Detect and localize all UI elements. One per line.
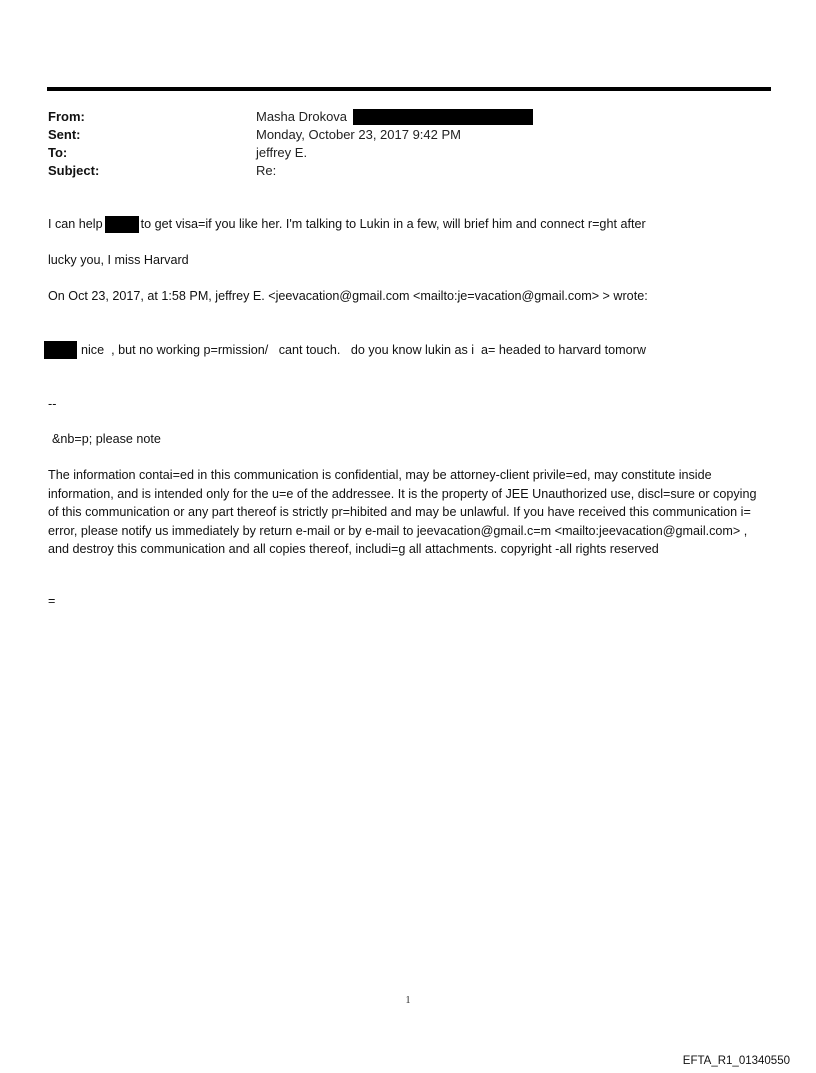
- redaction-bar: [353, 109, 533, 125]
- body-line-1-start: I can help: [48, 217, 103, 231]
- sent-row: [48, 126, 768, 144]
- to-value: jeffrey E.: [256, 145, 308, 160]
- disclaimer-text: The information contai=ed in this communication is confidential, may be attorney-client privile=ed, may constitute inside information, and is intended only for the u=e of the addressee. It is the property of JEE Unauthorized use, discl=sure or copying of this communication or any part thereof is strictly pr=hibited and may be unlawful. If you have received this communication i= error, please notify us immediately by return e-mail or by e-mail to jeevacation@gmail.c=m <mailto:jeevacation@gmail.com> , and destroy this communication and all copies thereof, includi=g all attachments. copyright -all rights reserved: [48, 468, 757, 556]
- quoted-attribution: On Oct 23, 2017, at 1:58 PM, jeffrey E. <jeevacation@gmail.com <mailto:je=vacation@gmail.com> > wrote:: [48, 289, 648, 303]
- redaction-bar: [44, 341, 77, 359]
- subject-row: [48, 162, 768, 180]
- header-rule: [47, 87, 771, 91]
- body-line-1-end: to get visa=if you like her. I'm talking to Lukin in a few, will brief him and connect r=ght after: [140, 217, 646, 231]
- sent-value: Monday, October 23, 2017 9:42 PM: [256, 127, 461, 142]
- sent-label: Sent:: [48, 127, 81, 142]
- page-number: 1: [405, 995, 411, 1006]
- confidentiality-disclaimer: [48, 466, 760, 559]
- to-label: To:: [48, 145, 68, 160]
- document-id: EFTA_R1_01340550: [682, 1055, 790, 1067]
- nbsp-line: &nb=p; please note: [52, 432, 161, 446]
- subject-label: Subject:: [48, 163, 100, 178]
- body-line-1: [48, 215, 646, 233]
- email-header: [48, 108, 768, 180]
- quoted-message: [48, 341, 646, 359]
- redaction-bar: [105, 216, 139, 233]
- trailing-equals: =: [48, 594, 56, 608]
- quoted-message-text: nice , but no working p=rmission/ cant touch. do you know lukin as i a= headed to harvard tomorw: [81, 343, 646, 357]
- from-label: From:: [48, 109, 85, 124]
- from-value: Masha Drokova: [256, 109, 348, 124]
- from-value-wrap: [256, 108, 533, 126]
- subject-value: Re:: [256, 163, 277, 178]
- signature-dashes: --: [48, 397, 57, 411]
- from-row: [48, 108, 768, 126]
- body-line-2: lucky you, I miss Harvard: [48, 253, 189, 267]
- to-row: [48, 144, 768, 162]
